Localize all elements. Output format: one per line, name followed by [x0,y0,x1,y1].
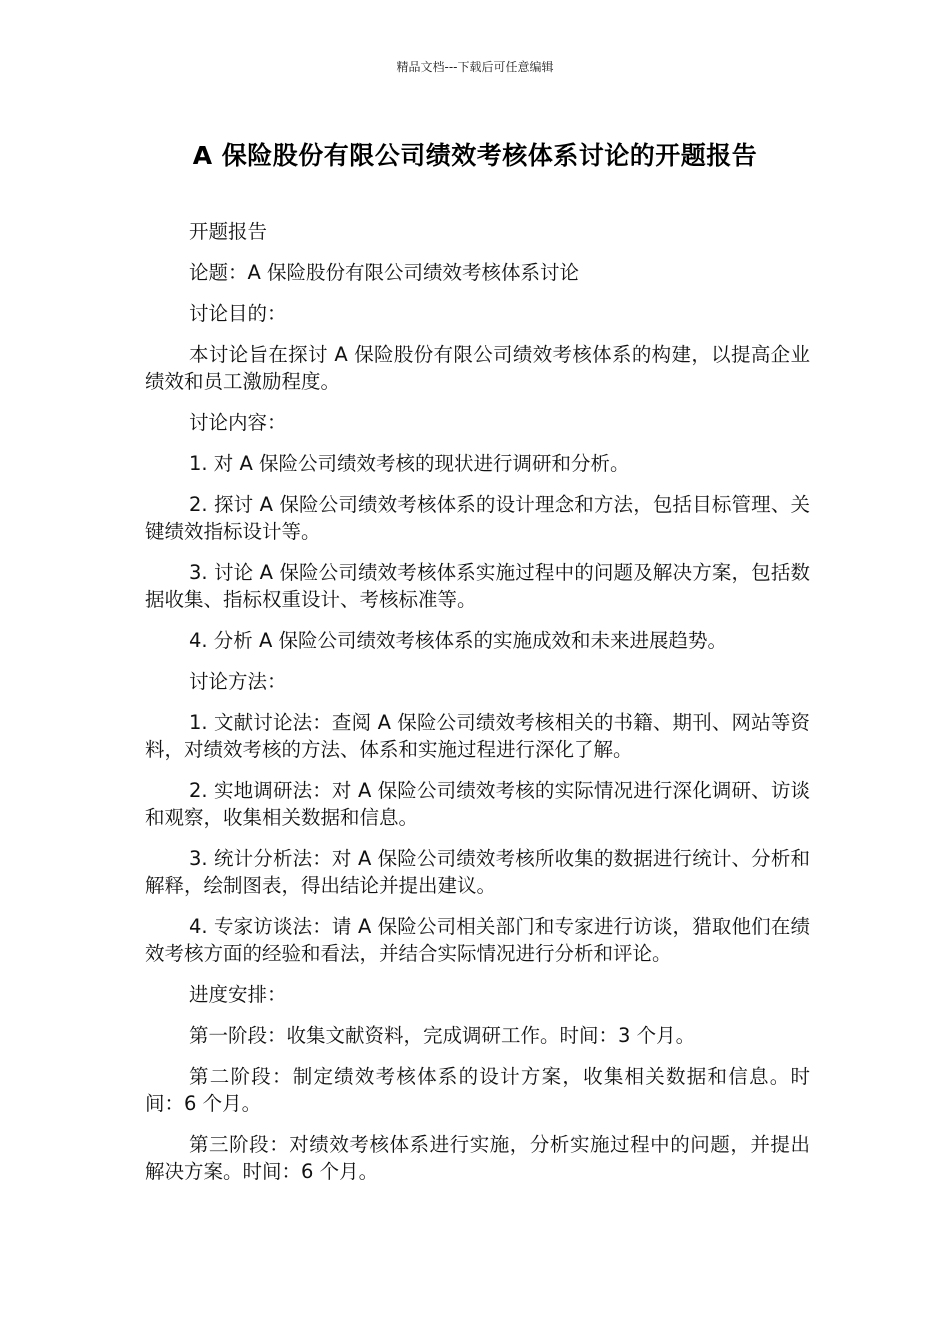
document-title: A 保险股份有限公司绩效考核体系讨论的开题报告 [192,141,758,170]
paragraph-topic: 论题：A 保险股份有限公司绩效考核体系讨论 [189,261,580,284]
paragraph-content-item-4: 4. 分析 A 保险公司绩效考核体系的实施成效和未来进展趋势。 [189,629,728,652]
header-note: 精品文档---下载后可任意编辑 [396,60,554,74]
paragraph-heading-report: 开题报告 [189,220,268,243]
paragraph-heading-purpose: 讨论目的： [189,302,287,325]
paragraph-content-item-1: 1. 对 A 保险公司绩效考核的现状进行调研和分析。 [189,452,630,475]
paragraph-purpose: 本讨论旨在探讨 A 保险股份有限公司绩效考核体系的构建，以提高企业绩效和员工激励程度。 [145,343,810,393]
paragraph-schedule-stage-1: 第一阶段：收集文献资料，完成调研工作。时间：3 个月。 [189,1024,696,1047]
document-body [145,218,810,1199]
paragraph-heading-methods: 讨论方法： [189,670,287,693]
paragraph-method-item-4: 4. 专家访谈法：请 A 保险公司相关部门和专家进行访谈，猎取他们在绩效考核方面的经验和看法，并结合实际情况进行分析和评论。 [145,915,810,965]
paragraph-method-item-3: 3. 统计分析法：对 A 保险公司绩效考核所收集的数据进行统计、分析和解释，绘制图表，得出结论并提出建议。 [145,847,810,897]
paragraph-method-item-2: 2. 实地调研法：对 A 保险公司绩效考核的实际情况进行深化调研、访谈和观察，收集相关数据和信息。 [145,779,810,829]
paragraph-heading-content: 讨论内容： [189,411,287,434]
paragraph-heading-schedule: 进度安排： [189,983,287,1006]
paragraph-content-item-2: 2. 探讨 A 保险公司绩效考核体系的设计理念和方法，包括目标管理、关键绩效指标设计等。 [145,493,810,543]
paragraph-method-item-1: 1. 文献讨论法：查阅 A 保险公司绩效考核相关的书籍、期刊、网站等资料，对绩效考核的方法、体系和实施过程进行深化了解。 [145,711,810,761]
paragraph-schedule-stage-2: 第二阶段：制定绩效考核体系的设计方案，收集相关数据和信息。时间：6 个月。 [145,1065,810,1115]
paragraph-schedule-stage-3: 第三阶段：对绩效考核体系进行实施，分析实施过程中的问题，并提出解决方案。时间：6 个月。 [145,1133,810,1183]
paragraph-content-item-3: 3. 讨论 A 保险公司绩效考核体系实施过程中的问题及解决方案，包括数据收集、指标权重设计、考核标准等。 [145,561,810,611]
